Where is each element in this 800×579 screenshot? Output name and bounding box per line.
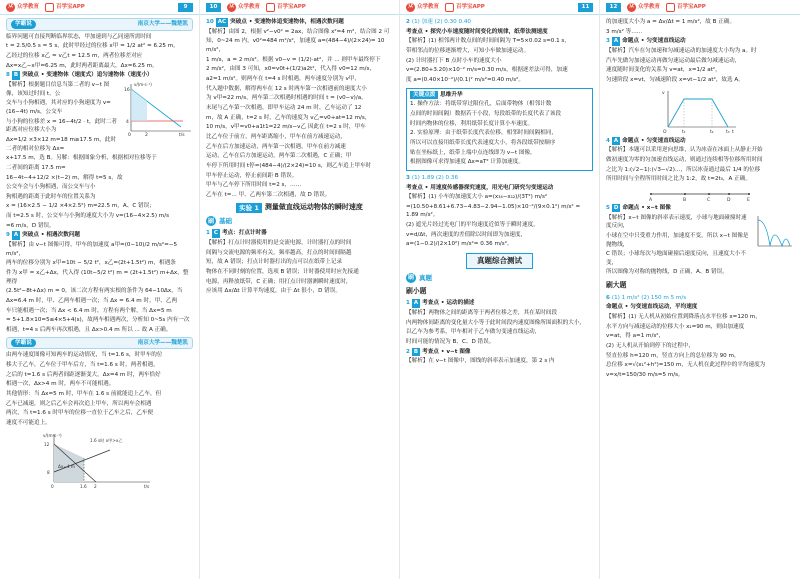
q5-solution: 【解析】在 v−t 图像中，图线的斜率表示加速度，第 2 s 内	[406, 358, 555, 365]
point-e: E	[747, 197, 750, 202]
app-mark-icon	[266, 3, 275, 12]
q5-heading: 2 B 考查点 • v−t 图像	[406, 348, 471, 355]
app-logo: 百学宝APP	[266, 3, 306, 12]
tick-t2: t₂	[710, 129, 714, 135]
brand-logo: 众 众学教育	[628, 3, 661, 10]
xueba-text-2: 由两车速度图像可知两车的运动情况，当 t=1.6 s，时甲车的位 移大于乙车，乙车位于甲车后方，当 t=1.6 s 时，两者相遇， 之后的 t=1.6 s 后两者间距逐渐变大，Δx=4 m 时，两车恰好 相遇一次，Δx>4 m 时，两车不可能相遇。 其他情形：当 Δx=5 m 时，甲车在 1.6 s 前就能追上乙车，但 乙车已减速，则之后乙车会再次追上甲车，所以两车会相遇 两次，当 t=1.6 s 时甲车的位移一直位于乙车之后，乙车便 速度不可能追上。	[6, 352, 163, 426]
brand-logo: 众 众学教育	[407, 3, 440, 10]
banner-author: 南京大学——魏楚凯	[137, 21, 188, 27]
q4-solution: 【解析】两物体之间的距离等于两者位移之差，其在某时间段 内两物体间距离的变化量大小等于此时间段内速度图像所围面积的大小， 以乙车为参考系，甲车相对于乙车做匀变速直线运动， 时间可能的情况为 B、C、D 错误。	[406, 309, 586, 345]
page-number: 10	[206, 3, 221, 12]
banner-title: 学霸说	[11, 339, 36, 348]
section-badge-icon: 刷	[407, 274, 414, 282]
page-header	[600, 0, 800, 15]
q3-kp: 考查点 • 用速度传感器探究速度，用光电门研究匀变速运动	[406, 184, 554, 191]
page-number: 11	[578, 3, 593, 12]
q3-solution: 【解析】汽车在匀加速和匀减速运动的加速度大小均为 a。时 汽车先做匀加速运动再做匀速运动最后做匀减速运动， 速度随时间变化的关系为 v=at，x=1/2 at²， 匀速阶段 x=vt，匀减速阶段 x=vt−1/2 at²，故选 A。	[606, 47, 757, 83]
column-3	[400, 0, 600, 579]
q3-solution: 【解析】(1) 小车的加速度大小 a=(x₃₄−x₁₂)/(3T²) m/s² =(10.50+8.61+6.73−4.83−2.94−1.05)×10⁻²/(9×0.1²) m/s² = 1.89 m/s²。 (2) 遮光片经过光电门的平均速度近似等于瞬时速度， v=d/Δt，两次速度的差值除以时间即为加速度， a=(1−0.2)/(2×10²) m/s²= 0.36 m/s²。	[406, 194, 581, 248]
banner-author: 南京大学——魏楚凯	[137, 339, 188, 346]
x-tick-2: 2	[93, 483, 97, 489]
y-tick-4: 4	[126, 119, 129, 125]
column-1	[0, 0, 200, 579]
y-axis-label: v/(m·s⁻¹)	[134, 81, 152, 87]
q6-kp: 命题点 • 匀变速直线运动，平均速度	[606, 304, 698, 311]
q4-heading: 1 A 考查点 • 运动的描述	[406, 300, 475, 307]
page-header	[0, 0, 199, 15]
app-mark-icon	[445, 3, 454, 12]
page-header	[200, 0, 399, 15]
key-point-box: 关键点拨 思维升华 1. 操作方法：将纸带穿过限位孔，后面带物体（相邻计数 点间的时间间隔）数据若干小段，每段纸带的长度代表了该段 时间内物体的位移，利用纸带长度计算小车速度。 2. 实验原理：由于纸带长度代表位移，相邻时间间隔相同， 所以可以直接用纸带长度代表速度大小，将各段纸带按顺序 贴在坐标纸上，纸带上端中点连线即为 v−t 图像， 根据图像可求得加速度 Δx=aT² 计算加速度。	[406, 88, 593, 171]
section-badge-icon: 刷	[207, 217, 214, 225]
q10-heading: 10 AC 突破点 • 变速物体追变速物体，相遇次数问题	[206, 19, 344, 25]
q2-heading: 2 (1) 加速 (2) 0.30 0.40	[406, 19, 471, 25]
graph-note: 1.6 s时 x甲>x乙	[89, 437, 123, 443]
q3-heading: 3 A 命题点 • 匀变速直线运动	[606, 38, 686, 45]
brand-mark-icon: 众	[227, 3, 236, 12]
xueba-banner-2	[6, 337, 193, 350]
y-tick-8: 8	[46, 469, 50, 475]
q5-heading: 5 D 命题点 • x−t 图像	[606, 204, 671, 211]
app-mark-icon	[45, 3, 54, 12]
section-title: 真题综合测试	[406, 253, 593, 269]
section-big-questions: 刷大题	[606, 281, 627, 290]
area-label: Δx=4 m	[57, 463, 75, 469]
page-number: 12	[606, 3, 621, 12]
tick-t1: t₁	[682, 129, 686, 135]
x-axis-label: t/s	[179, 132, 185, 137]
x-axis-label: t	[732, 129, 734, 135]
vt-graph-trapezoid	[660, 87, 740, 135]
banner-title: 学霸说	[11, 20, 36, 29]
point-c: C	[707, 197, 711, 202]
app-logo: 百学宝APP	[666, 3, 706, 12]
q8-solution: 【解析】根据题目信息当第二者的 v−t 图像，该知过时间 t，公 交车与小狗相遇，其对应的小狗速度为 v=(16−4t) m/s，公交车 与小狗的位移差 x = 16−4t/2 · t，此时二者距离对应位移大小为 Δx=1/2 ×3×12 m=18 m≥17.5 m，此时二者的相对位移为 Δx= x+17.5 m，选 B。另解：根据图象分析，根据相对位移等于 二者间的距离 17.5 m= 16−4t−4+12/2 ×(t−2) m，解得 t=5 s，故 公交车会与小狗相遇，而公交车与小 狗相遇的距离于此时车的位置关系为 x = (16×2.5 − 1/2 ×4×2.5²) m=22.5 m，A、C 错误； 而 t=2.5 s 时，公交车与小狗的速度大小为 v=(16−4×2.5) m/s =6 m/s，D 错误。	[6, 81, 170, 229]
x-tick-0: 0	[128, 132, 131, 137]
q4-solution: 【解析】本题可以采用逆向思维，认为冰壶在冰面上从静止开始 做初速度为零的匀加速直线运动，则通过连续相等位移所用时间 之比为 1:(√2−1):(√3−√2)…，所以冰壶通过最后 1/4 的位移 所用时间与全程所用时间之比为 1:2，故 t=2t₀，A 正确。	[606, 147, 763, 183]
y-tick-12: 12	[43, 441, 49, 447]
y-tick-16: 16	[124, 87, 130, 93]
brand-mark-icon: 众	[406, 3, 415, 12]
brand-mark-icon: 众	[6, 3, 15, 12]
segment-diagram	[645, 186, 755, 202]
xueba-text: 临界问题可直接判断临界状态，甲加速到与乙同速所需时间 t = 2.5/0.5 s = 5 s，此时甲经过的位移 x甲 = 1/2 at² = 6.25 m， 乙经过的位移 x乙 = v乙t = 12.5 m，两者位移差对应 Δx=x乙−x甲=6.25 m，此时两者距离最大，Δx=6.25 m。	[6, 33, 179, 69]
tick-t3: t₃	[726, 129, 730, 135]
key-point-title: 思维升华	[440, 91, 463, 98]
x-axis-label: t/s	[143, 483, 149, 489]
x-tick-1-6: 1.6	[79, 483, 87, 489]
q4-heading: 4 A 命题点 • 匀变速直线运动	[606, 137, 686, 144]
experiment-title: 实验 1 测量做直线运动物体的瞬时速度	[206, 202, 393, 213]
q2-kp: 考查点 • 探究小车速度随时间变化的规律，纸带法测速度	[406, 28, 548, 35]
vt-graph-q9	[40, 430, 160, 490]
q1-heading: 1 C 考点：打点计时器	[206, 230, 267, 237]
xueba-banner	[6, 18, 193, 31]
y-axis-label: v/(m·s⁻¹)	[42, 432, 62, 438]
point-a: A	[649, 197, 653, 202]
q6-solution: 【解析】(1) 无人机从初始位置到降落点水平位移 x=120 m， 水平方向与减速运动的位移大小 x₁=90 m，则由加速度 v=at，得 a=1 m/s²， (2) 无人机从开始到停下的过程中， 竖直位移 h=120 m，竖直方向上的总位移为 90 m， 总位移 x=√(x₁²+h²)=150 m，无人机在此过程中的平均速度为 v=x/t=150/30 m/s=5 m/s。	[606, 313, 766, 378]
x-tick-2: 2	[145, 132, 148, 137]
brand-mark-icon: 众	[627, 3, 636, 12]
q3-heading: 3 (1) 1.89 (2) 0.36	[406, 174, 458, 181]
continued-text: 的加速度大小为 a = Δv/Δt = 1 m/s²，故 B 正确。 3 m/s² 等……	[606, 19, 736, 35]
page-number: 9	[178, 3, 193, 12]
q1-solution: 【解析】打点计时器使用的是交流电源，计时器打点的时间 间隔与交流电源的频率有关，频率越高，打点的时间间隔越 短，故 A 错误；打点计时器打出的点可以在纸带上记录 物体在不同时刻的位置，选项 B 错误；计时器使用时应先接通 电源，再释放纸带，C 正确；用打点计时器测瞬时速度时， 应该用 Δx/Δt 计算平均速度，由于 Δt 很小，D 错误。	[206, 240, 359, 295]
brand-logo: 众 众学教育	[7, 3, 40, 10]
q5-solution: 【解析】x−t 图像的斜率表示速度，小球与地面碰撞时速度反向， 小球在空中只受重力作用，加速度不变，所以 x−t 图像是抛物线， C 错误；小球每次与地面碰撞后速度反向，且速度大小不变， 所以图像为对称的抛物线，D 正确，A、B 错误。	[606, 214, 749, 276]
app-logo: 百学宝APP	[445, 3, 485, 12]
point-b: B	[683, 197, 687, 202]
vt-graph-q8	[123, 81, 193, 137]
q8-heading: 8 B 突破点 • 变速物体（速度式）追匀速物体（速度小）	[6, 72, 153, 79]
column-4	[600, 0, 800, 579]
q6-heading: 6 (1) 1 m/s² (2) 150 m 5 m/s	[606, 294, 687, 301]
brand-logo: 众 众学教育	[228, 3, 261, 10]
column-2	[200, 0, 400, 579]
page-header	[400, 0, 599, 15]
section-real: 刷 真题	[407, 273, 432, 282]
y-axis-label: v	[662, 90, 665, 96]
xt-graph-bounce	[754, 214, 794, 250]
app-mark-icon	[666, 3, 675, 12]
q9-heading: 9 A 突破点 • 相遇次数问题	[6, 232, 80, 239]
q2-solution: 【解析】(1) 相邻两计数点间的时间间隔为 T=5×0.02 s=0.1 s， 带相邻点的位移逐渐增大，可知小车做加速运动。 (2) 计时器打下 B 点时小车的速度大小 v=(2.80+3.20)×10⁻² m/s=0.30 m/s，根据逐差法可得，加速 度 a=(0.40×10⁻²)/(0.1)² m/s²=0.40 m/s²。	[406, 38, 570, 83]
key-point-label: 关键点拨	[410, 91, 438, 100]
point-d: D	[727, 197, 731, 202]
app-logo: 百学宝APP	[45, 3, 85, 12]
q9-solution: 【解析】由 v−t 图像可得，甲车的加速度 a甲=(0−10)/2 m/s²=−5 m/s²， 两车的位移分别为 x甲=10t − 5/2 t²，x乙=(2t+1.5t²) m，相遇条 件为 x甲 = x乙+Δx，代入得 (10t−5/2 t²) m = (2t+1.5t²) m+Δx，整理得 (2.5t²−8t+Δx) m = 0，该二次方程有两实根的条件为 64−10Δx，当 Δx=6.4 m 时，甲、乙两车相遇一次；当 Δx = 6.4 m 时，甲、乙两 车只能相遇一次；当 Δx < 6.4 m 时，方程有两个解，当 Δx=5 m = 5+1.8×10=5≤4×5+4(s)，故两车相遇两次，分析知 0~5s 内有一次 相遇，t=4 s 后两车再次相遇，且 Δx>0.4 m 所以 ... 故 A 正确。	[6, 242, 190, 333]
q10-solution: 【解析】由图 2，根据 v²−v0² = 2ax，结合图像 x²=4 m²，结合图 2 可 知，0~24 m 内，v0²=484 m²/s²，加速度 a=(484−4)/(2×24)= 10 m/s²， 1 m/s，a = 2 m/s²。根据 v0−v = (1/2)·at²，并 ... 则甲车最终停下 2 m/s²，由图 3 可知，x0=v0t+(1/2)a2t²，代入得 v0=12 m/s， a2=1 m/s²。则两车在 t=4 s 时相遇，两车速度分别为 v甲， 代入题中数据，解得两车在 12 s 时两车第一次相遇前的速度大小 为 v甲=22 m/s，两车第二次相遇时相遇的时间 t = (v0−v)/a， 末尾与乙车第一次相遇，即甲车运动 24 m 时，乙车运动了 12 m，故 A 正确，t=2 s 时，乙车的速度为 v乙=v0+at=12 m/s， 10 m/s，v甲=v0+a1t1=22 m/s−v乙 因此在 t=2 s 时，甲车 比乙车位于前方，两车距离缩小，甲车在前方减速运动， 乙车在后方加速运动，两车第一次相遇，甲车在前方减速 运动，乙车在后方加速运动，两车第二次相遇，C 正确；甲 车停下所用时间 t停=(484−4)/(2×24)=10 s，则乙车追上甲车时 甲车停止运动，停止前间距 B 错误。 甲车与乙车停下所用时间 t=2 s，…… 乙车在 t=... 甲、乙两车第二次相遇，故 D 错误。	[206, 28, 390, 198]
sub-section-title: 刷小题	[406, 286, 427, 295]
x-tick-0: 0	[50, 483, 54, 489]
section-basic: 刷 基础	[207, 217, 232, 226]
origin-label: O	[663, 129, 667, 135]
